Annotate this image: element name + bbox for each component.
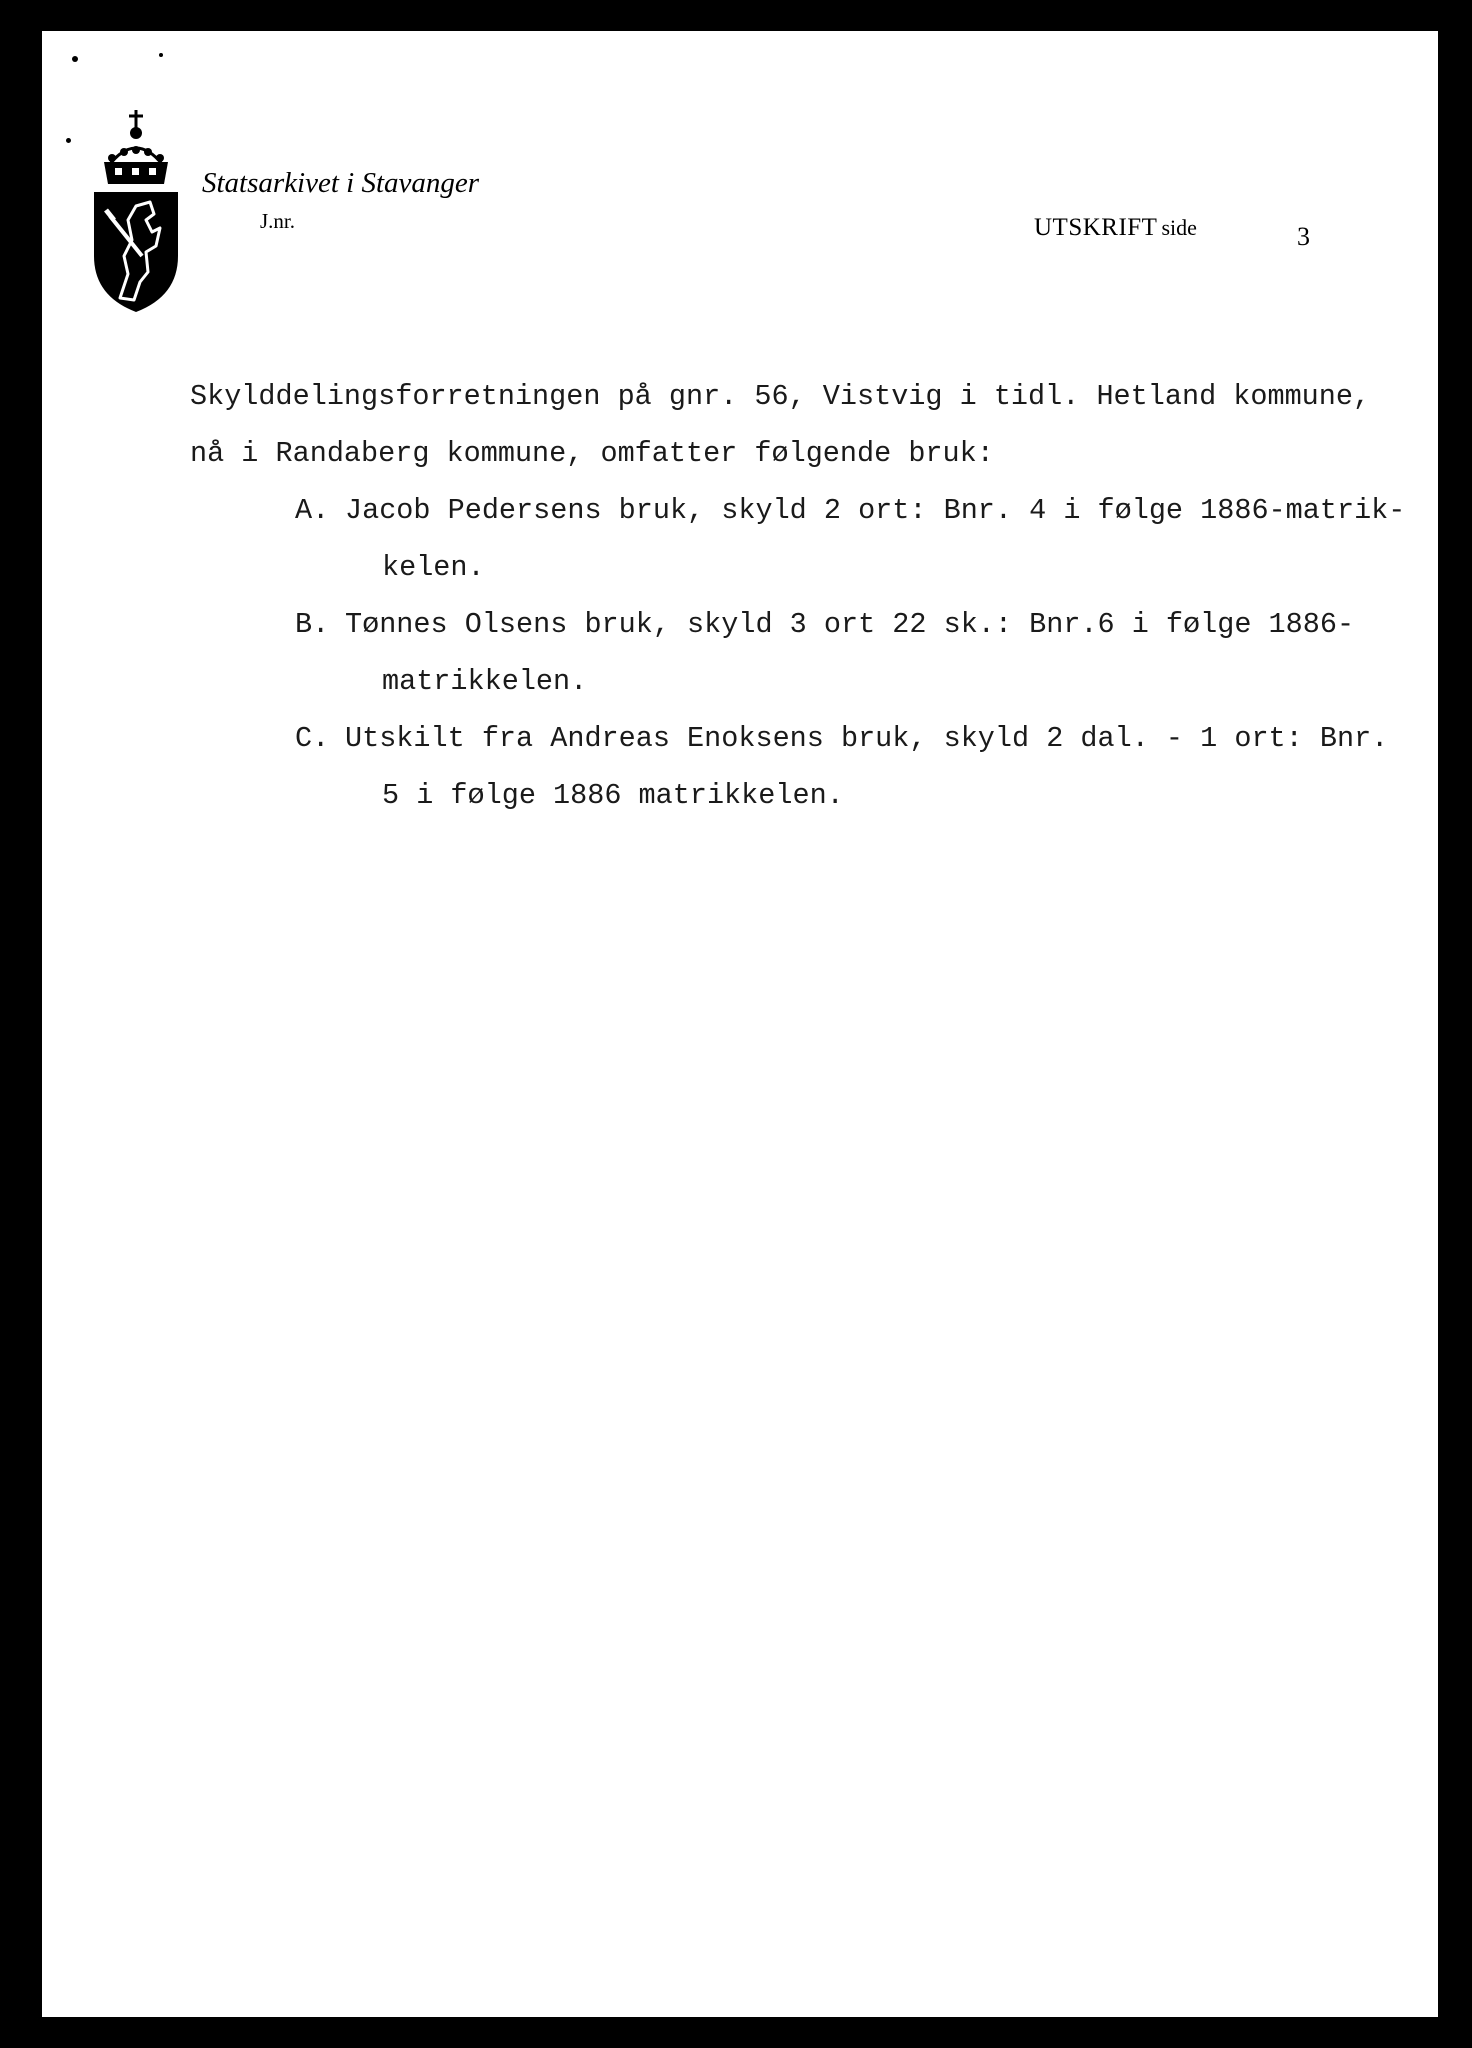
organization-name: Statsarkivet i Stavanger [202,167,480,199]
intro-line: nå i Randaberg kommune, omfatter følgende bruk: [190,437,994,470]
list-item-continuation: kelen. [382,551,485,584]
document-body [190,368,1420,824]
intro-line: Skylddelingsforretningen på gnr. 56, Vistvig i tidl. Hetland kommune, [190,380,1371,413]
list-item-text: Utskilt fra Andreas Enoksens bruk, skyld 2 dal. - 1 ort: Bnr. [345,722,1389,755]
page-number: 3 [1297,222,1310,251]
list-item [190,710,1420,767]
utskrift-heading [1034,214,1197,242]
list-item-text: Jacob Pedersens bruk, skyld 2 ort: Bnr. 4 i følge 1886-matrik- [345,494,1406,527]
journal-number-label: J.nr. [260,209,296,233]
norwegian-coat-of-arms-icon [90,106,182,316]
scan-speck [66,138,71,143]
utskrift-label: UTSKRIFT [1034,214,1158,241]
list-item-continuation: matrikkelen. [382,665,588,698]
list-item-label: A. [295,494,330,527]
list-item-text: Tønnes Olsens bruk, skyld 3 ort 22 sk.: Bnr.6 i følge 1886- [345,608,1355,641]
list-item [190,596,1420,653]
scan-speck [72,56,78,62]
scan-speck [159,53,163,57]
side-label: side [1161,215,1197,240]
document-page [42,31,1438,2017]
list-item-continuation: 5 i følge 1886 matrikkelen. [382,779,844,812]
list-item-label: B. [295,608,330,641]
list-item-label: C. [295,722,330,755]
list-item [190,482,1420,539]
